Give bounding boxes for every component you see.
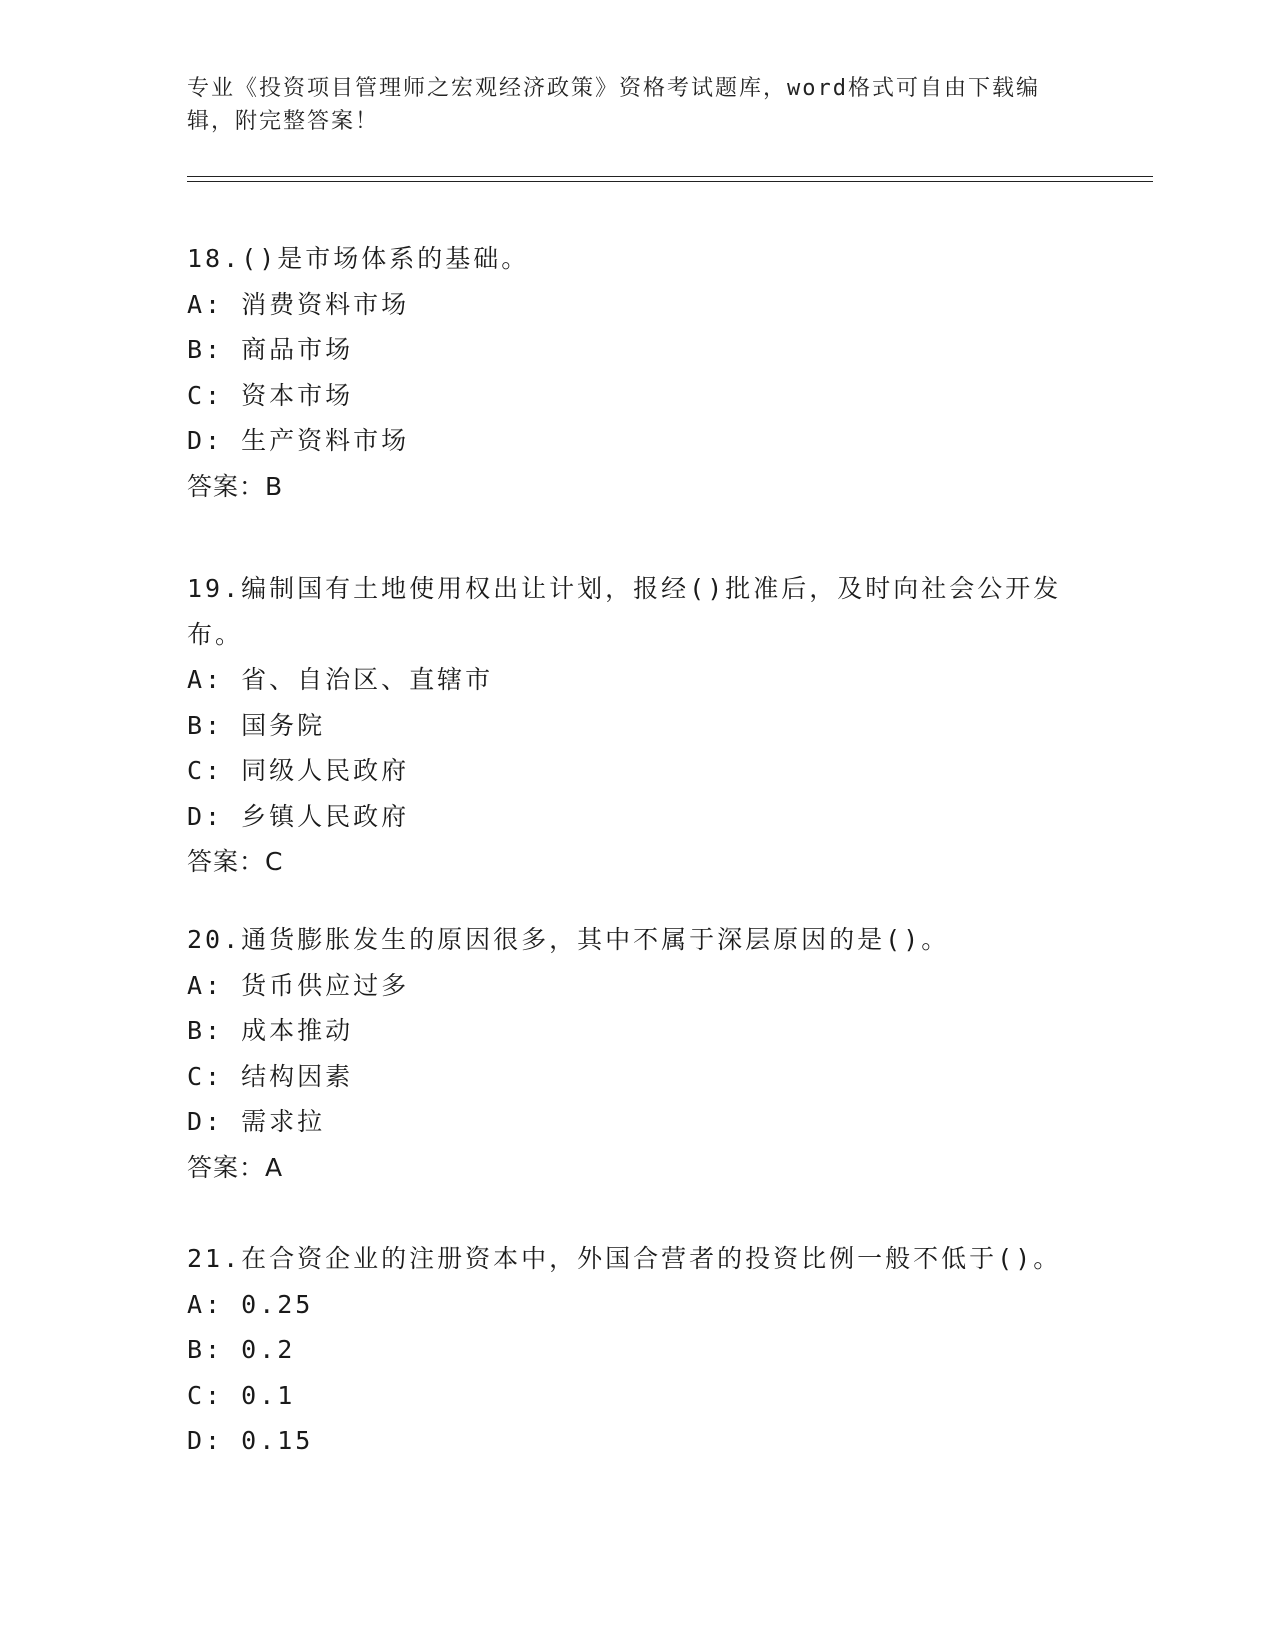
option-d: D: 生产资料市场 <box>187 426 410 455</box>
option-c: C: 资本市场 <box>187 380 354 410</box>
option-c: C: 同级人民政府 <box>187 756 410 785</box>
option-b: B: 商品市场 <box>187 335 354 364</box>
question-20 <box>187 917 1087 1190</box>
option-d: D: 需求拉 <box>187 1107 326 1136</box>
option-a: A: 0.25 <box>187 1289 314 1319</box>
option-a: A: 货币供应过多 <box>187 970 410 1000</box>
question-stem: 18.()是市场体系的基础。 <box>187 244 530 273</box>
option-d: D: 0.15 <box>187 1426 314 1455</box>
option-a: A: 消费资料市场 <box>187 289 410 319</box>
option-b: B: 国务院 <box>187 710 326 740</box>
document-header: 专业《投资项目管理师之宏观经济政策》资格考试题库，word格式可自由下载编辑，附完整答案！ <box>187 76 1040 134</box>
question-stem: 20.通货膨胀发生的原因很多，其中不属于深层原因的是()。 <box>187 925 950 954</box>
question-18 <box>187 236 1087 509</box>
option-c: C: 结构因素 <box>187 1061 354 1091</box>
answer-line: 答案：A <box>187 1152 284 1182</box>
question-stem: 21.在合资企业的注册资本中，外国合营者的投资比例一般不低于()。 <box>187 1244 1062 1273</box>
option-d: D: 乡镇人民政府 <box>187 801 410 831</box>
header-divider-top <box>187 176 1153 177</box>
answer-line: 答案：C <box>187 847 284 876</box>
header-divider-bottom <box>187 181 1153 182</box>
option-a: A: 省、自治区、直辖市 <box>187 665 494 694</box>
option-b: B: 成本推动 <box>187 1016 354 1045</box>
question-21 <box>187 1236 1087 1464</box>
question-stem: 19.编制国有土地使用权出让计划，报经()批准后，及时向社会公开发布。 <box>187 574 1062 649</box>
option-b: B: 0.2 <box>187 1335 296 1364</box>
option-c: C: 0.1 <box>187 1380 296 1410</box>
answer-line: 答案：B <box>187 471 284 501</box>
question-19 <box>187 566 1087 885</box>
